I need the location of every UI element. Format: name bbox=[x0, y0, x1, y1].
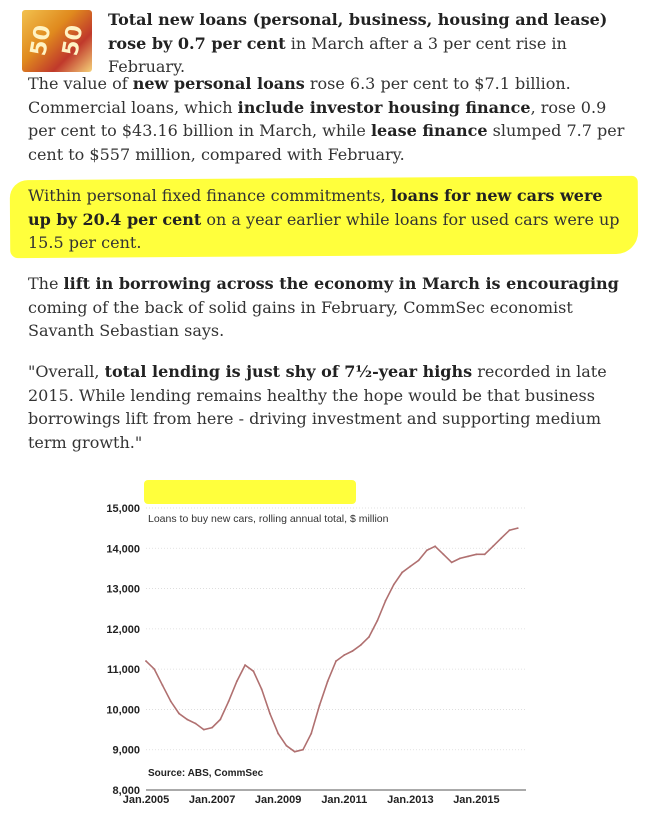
x-tick-label: Jan.2011 bbox=[321, 794, 368, 806]
chart-svg bbox=[86, 478, 626, 818]
y-tick-label: 14,000 bbox=[106, 543, 140, 556]
grid bbox=[146, 508, 526, 790]
series-line-new-car-loans bbox=[146, 528, 518, 752]
x-tick-label: Jan.2009 bbox=[254, 794, 302, 806]
x-tick-label: Jan.2005 bbox=[122, 794, 170, 806]
intro-paragraph: Total new loans (personal, business, housing and lease) rose by 0.7 per cent in March after a 3 per cent rise in February. bbox=[108, 10, 608, 76]
y-tick-label: 15,000 bbox=[106, 503, 140, 515]
y-tick-label: 8,000 bbox=[112, 785, 140, 797]
y-axis-ticks bbox=[106, 503, 140, 797]
highlighted-paragraph: Within personal fixed finance commitments, loans for new cars were up by 20.4 per cent on a year earlier while loans for used cars were up 15.5 per cent. bbox=[28, 186, 620, 252]
series-points bbox=[145, 527, 519, 752]
chart-source: Source: ABS, CommSec bbox=[148, 768, 264, 779]
y-tick-label: 10,000 bbox=[106, 704, 140, 717]
chart bbox=[86, 478, 626, 818]
x-axis-ticks bbox=[123, 794, 500, 806]
money-banknotes-icon: 50 50 bbox=[22, 10, 92, 72]
quote-paragraph: "Overall, total lending is just shy of 7½-year highs recorded in late 2015. While lending remains healthy the hope would be that business borrowings lift from here - driving investment and supporting medium term growth." bbox=[28, 362, 607, 452]
loans-paragraph: The value of new personal loans rose 6.3 per cent to $7.1 billion. Commercial loans, which include investor housing finance, rose 0.9 per cent to $43.16 billion in March, while lease finance slumped 7.7 per cent to $557 million, compared with February. bbox=[28, 74, 625, 164]
economist-paragraph: The lift in borrowing across the economy in March is encouraging coming of the back of solid gains in February, CommSec economist Savanth Sebastian says. bbox=[28, 274, 619, 340]
y-tick-label: 11,000 bbox=[106, 664, 140, 677]
y-tick-label: 12,000 bbox=[106, 623, 140, 636]
chart-subtitle: Loans to buy new cars, rolling annual total, $ million bbox=[148, 513, 389, 525]
chart-title-highlight bbox=[144, 480, 356, 504]
x-tick-label: Jan.2013 bbox=[387, 794, 434, 806]
y-tick-label: 13,000 bbox=[106, 583, 140, 596]
y-tick-label: 9,000 bbox=[112, 744, 140, 757]
x-tick-label: Jan.2007 bbox=[188, 794, 236, 806]
x-tick-label: Jan.2015 bbox=[453, 794, 500, 806]
